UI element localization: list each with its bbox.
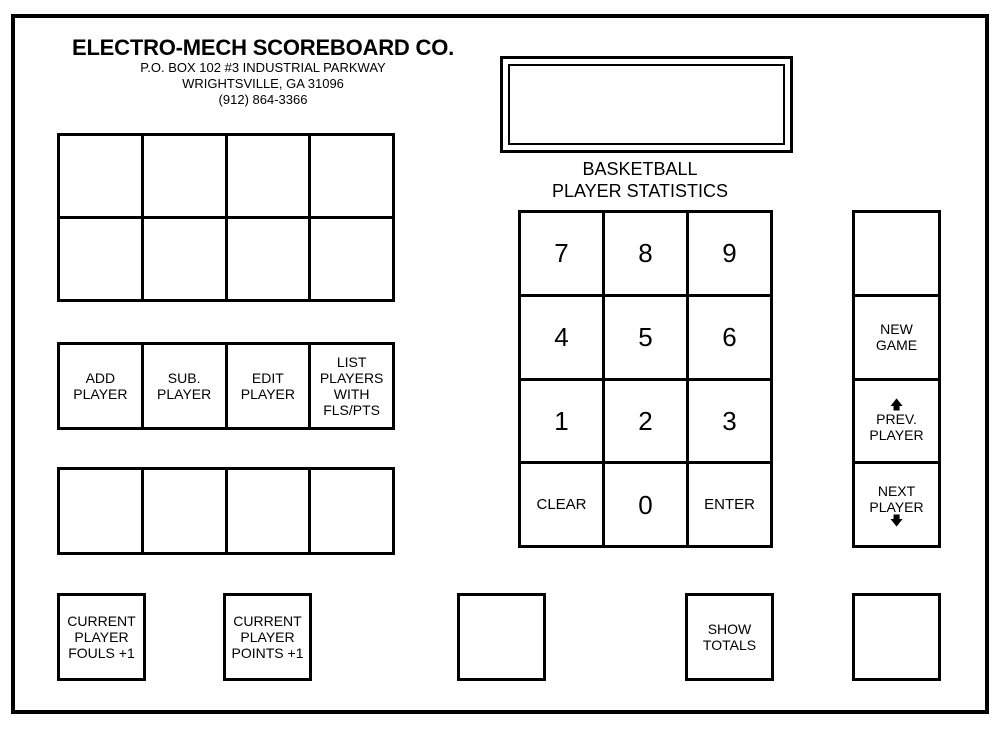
numeric-keypad — [518, 210, 773, 548]
console-title-line1: BASKETBALL — [582, 159, 698, 179]
blank-key[interactable] — [144, 219, 225, 299]
console-title — [520, 158, 760, 202]
new-game-button[interactable]: NEW GAME — [855, 297, 938, 378]
key-4[interactable]: 4 — [521, 297, 602, 378]
next-player-label: NEXT PLAYER — [869, 482, 924, 515]
blank-key[interactable] — [228, 470, 309, 552]
console-title-line2: PLAYER STATISTICS — [551, 181, 729, 201]
key-7[interactable]: 7 — [521, 213, 602, 294]
blank-key[interactable] — [228, 219, 309, 299]
blank-key[interactable] — [311, 470, 392, 552]
blank-key[interactable] — [855, 213, 938, 294]
prev-player-content — [869, 396, 924, 443]
blank-key[interactable] — [60, 219, 141, 299]
key-9[interactable]: 9 — [689, 213, 770, 294]
edit-player-button[interactable]: EDIT PLAYER — [228, 345, 309, 427]
key-6[interactable]: 6 — [689, 297, 770, 378]
company-address-line1: P.O. BOX 102 #3 INDUSTRIAL PARKWAY — [140, 60, 386, 75]
current-player-points-button[interactable]: CURRENT PLAYER POINTS +1 — [223, 593, 312, 681]
company-header — [58, 36, 468, 108]
blank-key[interactable] — [60, 136, 141, 216]
key-3[interactable]: 3 — [689, 381, 770, 462]
company-phone: (912) 864-3366 — [218, 92, 308, 107]
blank-key[interactable] — [311, 219, 392, 299]
blank-key[interactable] — [228, 136, 309, 216]
up-arrow-icon: 🡅 — [889, 396, 904, 412]
company-address-line2: WRIGHTSVILLE, GA 31096 — [182, 76, 344, 91]
key-2[interactable]: 2 — [605, 381, 686, 462]
add-player-button[interactable]: ADD PLAYER — [60, 345, 141, 427]
next-player-button[interactable] — [855, 464, 938, 545]
company-name: ELECTRO-MECH SCOREBOARD CO. — [71, 35, 455, 60]
blank-key[interactable] — [852, 593, 941, 681]
next-player-content — [869, 483, 923, 527]
current-player-fouls-button[interactable]: CURRENT PLAYER FOULS +1 — [57, 593, 146, 681]
blank-key[interactable] — [457, 593, 546, 681]
sub-player-button[interactable]: SUB. PLAYER — [144, 345, 225, 427]
navigation-keys — [852, 210, 941, 548]
prev-player-button[interactable] — [855, 381, 938, 462]
down-arrow-icon: 🡇 — [889, 512, 904, 528]
blank-key[interactable] — [144, 136, 225, 216]
key-1[interactable]: 1 — [521, 381, 602, 462]
show-totals-button[interactable]: SHOW TOTALS — [685, 593, 774, 681]
key-8[interactable]: 8 — [605, 213, 686, 294]
blank-key[interactable] — [311, 136, 392, 216]
player-action-keys — [57, 342, 395, 430]
key-5[interactable]: 5 — [605, 297, 686, 378]
key-0[interactable]: 0 — [605, 464, 686, 545]
blank-key[interactable] — [144, 470, 225, 552]
blank-key-row — [57, 467, 395, 555]
blank-key[interactable] — [60, 470, 141, 552]
prev-player-label: PREV. PLAYER — [869, 410, 924, 443]
lcd-screen — [508, 64, 785, 145]
blank-key-grid-top — [57, 133, 395, 302]
enter-button[interactable]: ENTER — [689, 464, 770, 545]
clear-button[interactable]: CLEAR — [521, 464, 602, 545]
list-players-button[interactable]: LIST PLAYERS WITH FLS/PTS — [311, 345, 392, 427]
lcd-display — [500, 56, 793, 153]
